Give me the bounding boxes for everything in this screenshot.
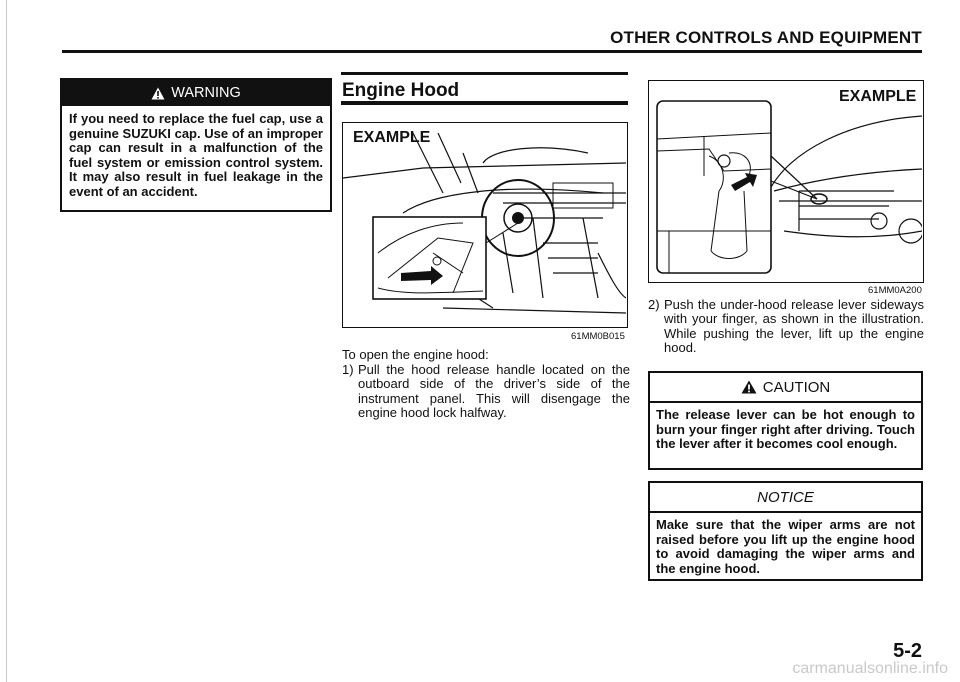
step-1-text: Pull the hood release handle located on the outboard side of the driver’s side of the instrument panel. This will disengage the engine hood lock halfway. [358,362,630,421]
warning-text: If you need to replace the fuel cap, use a genuine SUZUKI cap. Use of an improper cap can result in a malfunction of the fuel system or emission control system. It may also result in fuel leakage in the event of an accident. [69,111,323,199]
hood-lever-illustration [649,81,922,281]
step-2 [648,298,924,356]
step-2-text: Push the under-hood release lever sideways with your finger, as shown in the illustration. While pushing the lever, lift up the engine hood. [664,297,924,356]
running-header: OTHER CONTROLS AND EQUIPMENT [610,28,922,47]
caution-text: The release lever can be hot enough to burn your finger right after driving. Touch the lever after it becomes cool enough. [656,407,915,452]
figure2-example-label: EXAMPLE [839,88,917,105]
step-1 [342,363,630,421]
caution-triangle-icon [741,380,757,394]
watermark: carmanualsonline.info [792,660,948,677]
section-top-rule [341,72,628,75]
figure1-example-label: EXAMPLE [353,129,431,146]
step-2-number: 2) [648,297,660,312]
caution-header [650,373,921,403]
page-binding-line [6,0,7,682]
figure-hood-release-handle [342,122,628,328]
page-number: 5-2 [893,640,922,662]
step-1-number: 1) [342,362,354,377]
figure-under-hood-lever [648,80,924,283]
notice-box [648,481,923,581]
header-rule [62,50,922,53]
notice-header [650,483,921,513]
figure2-code: 61MM0A200 [868,285,922,296]
section-title: Engine Hood [342,80,460,101]
notice-label: NOTICE [757,488,814,506]
warning-triangle-icon [151,87,165,100]
dashboard-illustration [343,123,626,326]
warning-header [62,80,330,106]
warning-box [60,78,332,212]
notice-text: Make sure that the wiper arms are not raised before you lift up the engine hood to avoid damaging the wiper arms and the engine hood. [656,517,915,576]
figure1-code: 61MM0B015 [571,331,625,342]
warning-label: WARNING [171,85,241,101]
intro-text: To open the engine hood: [342,347,489,362]
section-rule [341,101,628,105]
caution-box [648,371,923,470]
caution-label: CAUTION [762,378,831,396]
